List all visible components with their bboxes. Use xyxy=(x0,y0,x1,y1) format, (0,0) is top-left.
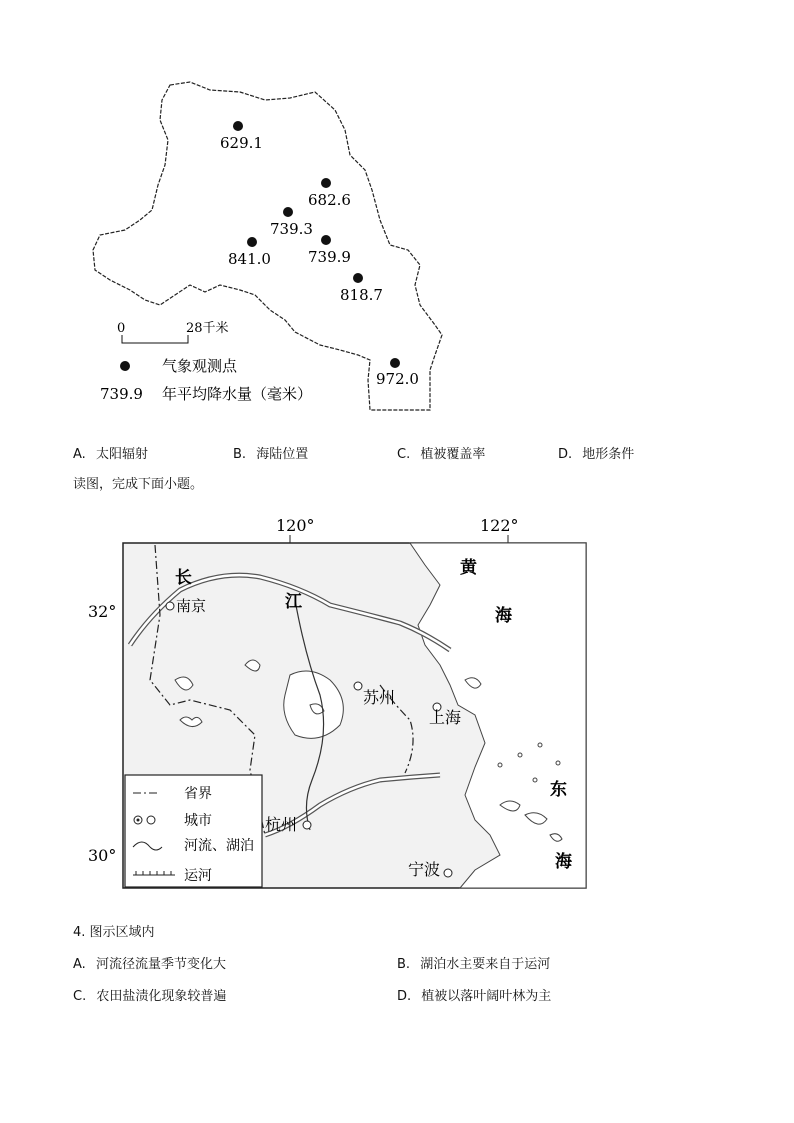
place-label: 海 xyxy=(495,606,512,626)
station-dot xyxy=(321,178,331,188)
place-label: 黄 xyxy=(460,558,477,578)
map1-legend xyxy=(100,357,312,403)
place-label: 上海 xyxy=(429,708,462,727)
instruction-text: 读图，完成下面小题。 xyxy=(73,477,204,492)
place-label: 南京 xyxy=(176,597,207,615)
svg-text:28千米: 28千米 xyxy=(186,321,229,336)
station-dot xyxy=(283,207,293,217)
precipitation-map xyxy=(90,70,450,415)
q4-option-a[interactable]: A. 河流径流量季节变化大 xyxy=(73,957,226,972)
place-label: 长 xyxy=(175,568,192,588)
station-value: 739.9 xyxy=(308,248,351,266)
place-label: 杭州 xyxy=(265,815,298,834)
latitude-label: 30° xyxy=(88,846,117,865)
station-value: 818.7 xyxy=(340,286,383,304)
q4-stem: 4. 图示区域内 xyxy=(73,925,155,940)
svg-text:0: 0 xyxy=(117,321,126,336)
station-value: 972.0 xyxy=(376,370,419,388)
station-value: 841.0 xyxy=(228,250,271,268)
station-dot xyxy=(353,273,363,283)
scale-bar xyxy=(117,320,229,343)
region-outline xyxy=(93,82,442,410)
place-label: 江 xyxy=(285,592,302,612)
station-dot xyxy=(233,121,243,131)
latitude-label: 32° xyxy=(88,602,117,621)
svg-text:河流、湖泊: 河流、湖泊 xyxy=(184,838,254,854)
svg-text:省界: 省界 xyxy=(184,786,212,802)
city-marker xyxy=(354,682,362,690)
place-label: 宁波 xyxy=(408,860,441,879)
longitude-label: 120° xyxy=(276,516,315,535)
city-marker xyxy=(303,821,311,829)
q3-option-b[interactable]: B. 海陆位置 xyxy=(233,447,309,462)
station-value: 682.6 xyxy=(308,191,351,209)
q4-option-b[interactable]: B. 湖泊水主要来自于运河 xyxy=(397,957,551,972)
station-value: 629.1 xyxy=(220,134,263,152)
station-dot xyxy=(247,237,257,247)
svg-text:气象观测点: 气象观测点 xyxy=(162,357,238,375)
station-dot xyxy=(321,235,331,245)
station-value: 739.3 xyxy=(270,220,313,238)
q4-option-d[interactable]: D. 植被以落叶阔叶林为主 xyxy=(397,989,552,1004)
station-dot xyxy=(390,358,400,368)
map2-legend xyxy=(125,775,262,887)
svg-text:年平均降水量（毫米）: 年平均降水量（毫米） xyxy=(162,385,313,403)
svg-text:城市: 城市 xyxy=(184,813,212,829)
longitude-label: 122° xyxy=(480,516,519,535)
place-label: 东 xyxy=(550,780,567,800)
place-label: 苏州 xyxy=(363,688,396,707)
svg-text:739.9: 739.9 xyxy=(100,385,143,403)
q3-option-a[interactable]: A. 太阳辐射 xyxy=(73,447,148,462)
city-marker xyxy=(444,869,452,877)
svg-text:运河: 运河 xyxy=(184,868,212,884)
q4-option-c[interactable]: C. 农田盐渍化现象较普遍 xyxy=(73,989,227,1004)
city-marker xyxy=(166,602,174,610)
q3-option-d[interactable]: D. 地形条件 xyxy=(558,447,635,462)
delta-map xyxy=(80,505,600,900)
q3-option-c[interactable]: C. 植被覆盖率 xyxy=(397,447,486,462)
place-label: 海 xyxy=(555,852,572,872)
